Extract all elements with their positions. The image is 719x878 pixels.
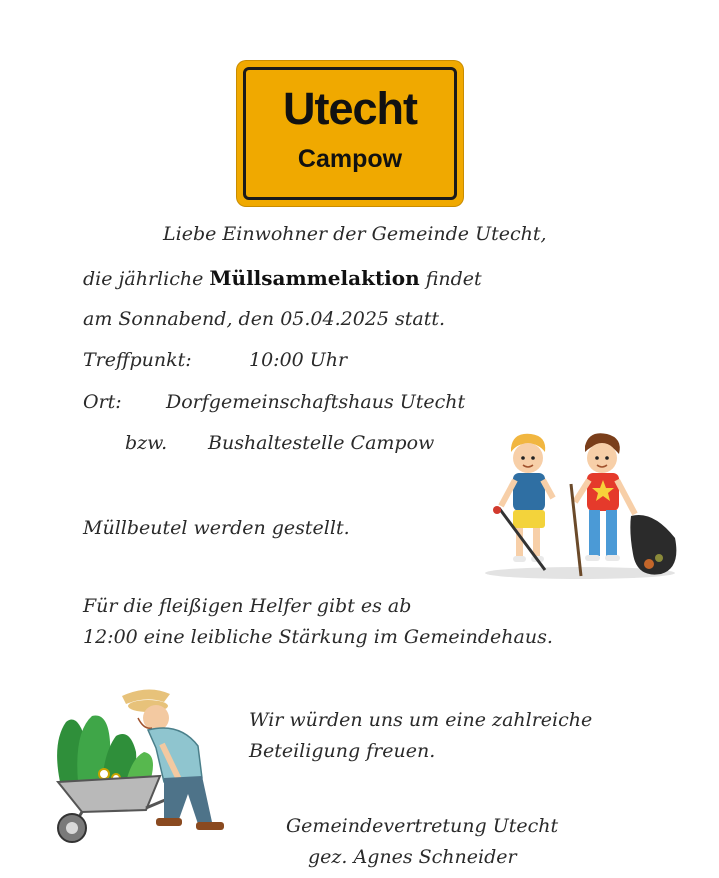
alt-place-label: bzw. bbox=[125, 432, 168, 454]
announcement-suffix: findet bbox=[425, 268, 482, 290]
gardener-wheelbarrow-illustration bbox=[52, 682, 242, 847]
helpers-line-1: Für die fleißigen Helfer gibt es ab bbox=[83, 595, 412, 617]
announcement-line-2: am Sonnabend, den 05.04.2025 statt. bbox=[83, 308, 446, 330]
announcement-line-1 bbox=[83, 266, 482, 290]
helpers-line-2: 12:00 eine leibliche Stärkung im Gemeindehaus. bbox=[83, 626, 553, 648]
town-sign-district: Campow bbox=[297, 145, 403, 173]
alt-place-value: Bushaltestelle Campow bbox=[208, 432, 435, 454]
meeting-time: 10:00 Uhr bbox=[249, 349, 348, 371]
town-sign-town: Utecht bbox=[282, 83, 417, 134]
announcement-prefix: die jährliche bbox=[83, 268, 204, 290]
closing-line-1: Wir würden uns um eine zahlreiche bbox=[249, 709, 593, 731]
place-value: Dorfgemeinschaftshaus Utecht bbox=[166, 391, 466, 413]
closing-line-2: Beteiligung freuen. bbox=[249, 740, 436, 762]
greeting: Liebe Einwohner der Gemeinde Utecht, bbox=[163, 223, 547, 245]
signature-org: Gemeindevertretung Utecht bbox=[286, 815, 559, 837]
place-label: Ort: bbox=[83, 391, 122, 413]
bags-note: Müllbeutel werden gestellt. bbox=[83, 517, 350, 539]
meeting-label: Treffpunkt: bbox=[83, 349, 192, 371]
event-name: Müllsammelaktion bbox=[209, 266, 420, 290]
kids-collecting-litter-illustration bbox=[485, 428, 685, 580]
town-sign bbox=[237, 61, 463, 206]
signature-name: gez. Agnes Schneider bbox=[308, 846, 517, 868]
